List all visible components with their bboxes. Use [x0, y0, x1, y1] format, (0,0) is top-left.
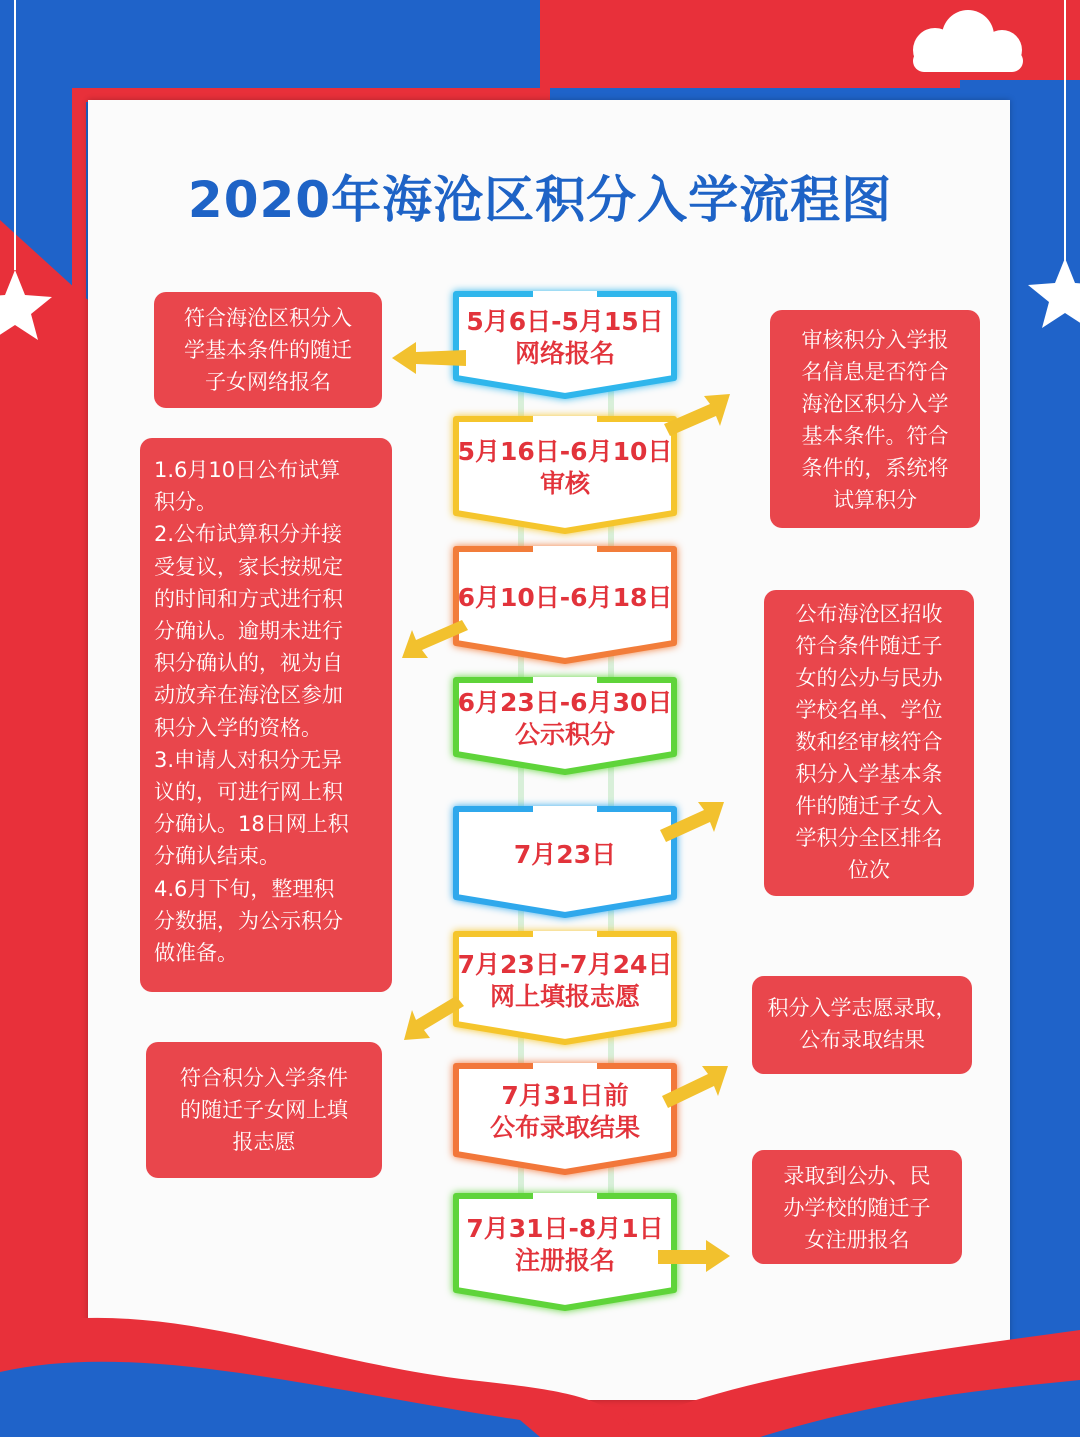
flow-step — [452, 1192, 678, 1310]
step-date: 5月16日-6月10日 — [457, 437, 673, 466]
note-ranking: 公布海沧区招收 符合条件随迁子 女的公办与民办 学校名单、学位 数和经审核符合 积分入学基本条 件的随迁子女入 学积分全区排名 位次 — [764, 590, 974, 896]
arrow-right-icon — [658, 390, 734, 440]
step-date: 6月10日-6月18日 — [457, 583, 673, 612]
arrow-left-icon — [390, 338, 470, 378]
step-date: 5月6日-5月15日 — [466, 307, 664, 336]
flow-step — [452, 930, 678, 1044]
step-label: 公布录取结果 — [489, 1113, 640, 1142]
step-date: 7月31日-8月1日 — [466, 1214, 664, 1243]
note-online-registration: 符合海沧区积分入 学基本条件的随迁 子女网络报名 — [154, 292, 382, 408]
note-registration: 录取到公办、民 办学校的随迁子 女注册报名 — [752, 1150, 962, 1264]
page-title: 2020年海沧区积分入学流程图 — [187, 171, 893, 229]
step-date: 7月31日前 — [501, 1081, 629, 1110]
flow-step — [452, 676, 678, 774]
step-label: 注册报名 — [514, 1246, 615, 1275]
step-label: 网络报名 — [514, 339, 615, 368]
note-admission: 积分入学志愿录取， 公布录取结果 — [752, 976, 972, 1074]
step-date: 7月23日 — [513, 840, 617, 869]
note-review: 审核积分入学报 名信息是否符合 海沧区积分入学 基本条件。符合 条件的，系统将 试算积分 — [770, 310, 980, 528]
arrow-right-icon — [656, 1236, 732, 1276]
note-trial-points: 1.6月10日公布试算 积分。 2.公布试算积分并接 受复议，家长按规定 的时间和方式进行积 分确认。逾期未进行 积分确认的，视为自 动放弃在海沧区参加 积分入学的资格。 3.申请人对积分无异 议的，可进行网上积 分确认。18日网上积 分确认结束。 4.6月下旬，整理积 分数据，为公示积分 做准备。 — [140, 438, 392, 992]
arrow-left-icon — [400, 992, 468, 1044]
arrow-right-icon — [656, 798, 728, 846]
step-label: 审核 — [539, 469, 590, 498]
step-label: 网上填报志愿 — [489, 982, 640, 1011]
flow-step — [452, 290, 678, 398]
step-label: 公示积分 — [514, 720, 615, 749]
arrow-right-icon — [658, 1062, 732, 1112]
step-date: 7月23日-7月24日 — [457, 950, 673, 979]
flow-step — [452, 415, 678, 533]
flow-step — [452, 545, 678, 663]
flow-step — [452, 805, 678, 917]
flow-step — [452, 1062, 678, 1174]
step-date: 6月23日-6月30日 — [457, 688, 673, 717]
note-fill-preferences: 符合积分入学条件 的随迁子女网上填 报志愿 — [146, 1042, 382, 1178]
arrow-left-icon — [398, 618, 474, 664]
